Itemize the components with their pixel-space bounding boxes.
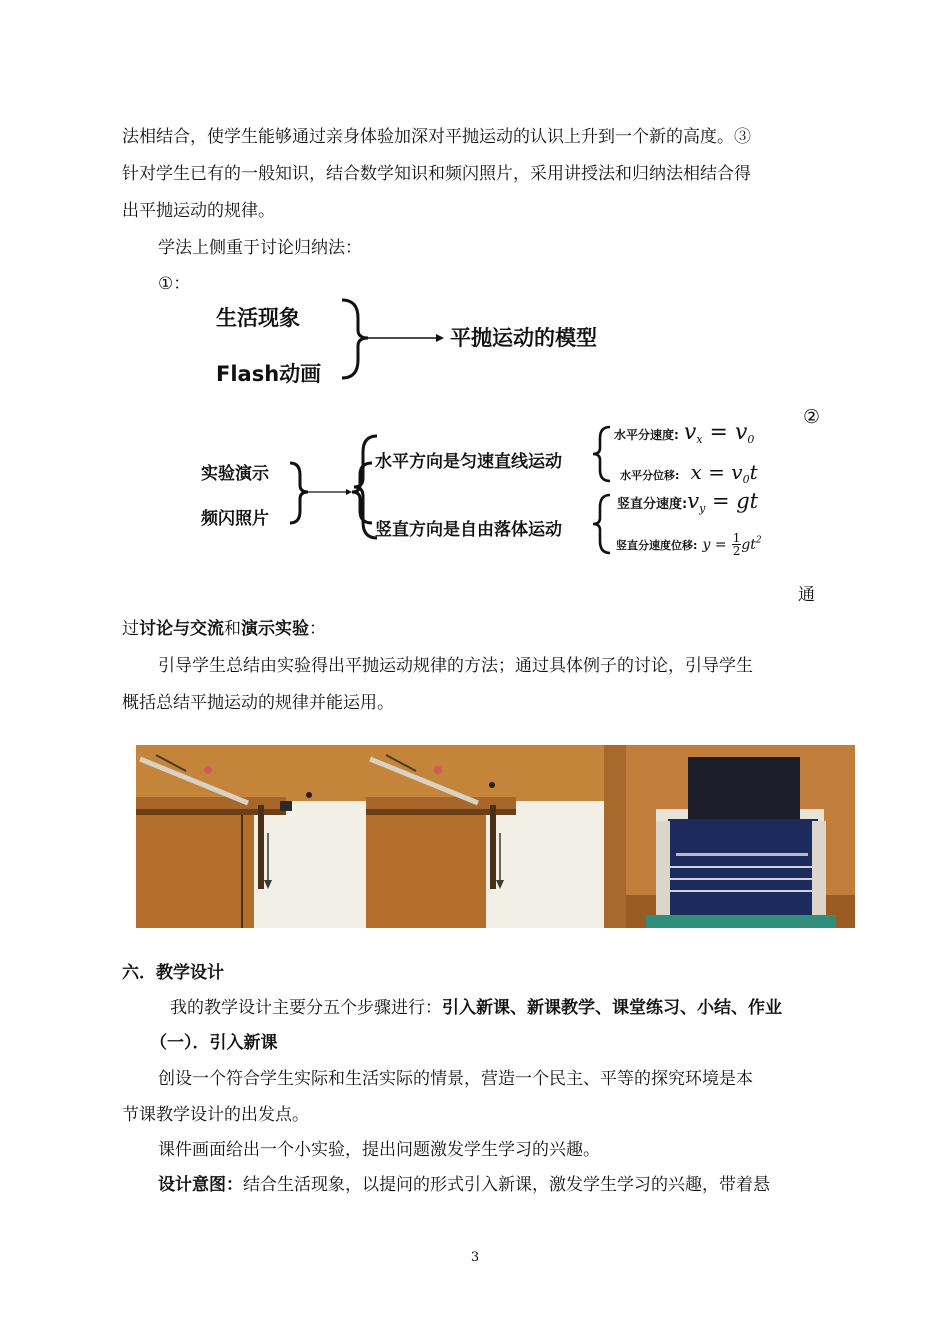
paragraph-line: 概括总结平抛运动的规律并能运用。 xyxy=(122,693,394,713)
bold-discussion: 讨论与交流 xyxy=(139,619,224,639)
diagram1-item-flash: Flash动画 xyxy=(216,362,322,386)
circle-two-label: ② xyxy=(803,406,821,428)
section-heading: 六．教学设计 xyxy=(122,963,224,983)
paragraph-line: 节课教学设计的出发点。 xyxy=(122,1105,309,1125)
formula-vertical-displacement xyxy=(616,532,762,557)
formula-label: 竖直分速度: xyxy=(617,497,688,512)
experiment-photo-3 xyxy=(626,745,855,928)
bold-demonstration: 演示实验 xyxy=(241,619,309,639)
diagram2-left-photo: 频闪照片 xyxy=(201,509,269,529)
design-intent-label: 设计意图： xyxy=(158,1175,243,1195)
formula-subscript: x xyxy=(696,433,703,447)
paragraph-line: 法相结合，使学生能够通过亲身体验加深对平抛运动的认识上升到一个新的高度。③ xyxy=(122,127,751,147)
text-fragment: 和 xyxy=(224,619,241,639)
formula-expression: x = v xyxy=(690,460,743,484)
paragraph-line: 创设一个符合学生实际和生活实际的情景，营造一个民主、平等的探究环境是本 xyxy=(158,1069,753,1089)
fraction-numerator: 1 xyxy=(732,531,741,545)
formula-label: 竖直分速度位移: xyxy=(616,539,698,552)
study-method-line: 学法上侧重于讨论归纳法： xyxy=(158,238,362,258)
formula-expression: = gt xyxy=(705,489,759,513)
formula-expression: gt xyxy=(741,537,756,553)
bold-steps: 引入新课、新课教学、课堂练习、小结、作业 xyxy=(442,998,782,1018)
formula-horizontal-velocity xyxy=(614,420,754,446)
diagram2-vertical-motion: 竖直方向是自由落体运动 xyxy=(375,520,562,540)
subsection-heading: （一）．引入新课 xyxy=(150,1033,278,1053)
section-intro xyxy=(170,996,782,1020)
paragraph-line: 引导学生总结由实验得出平抛运动规律的方法；通过具体例子的讨论，引导学生 xyxy=(158,656,753,676)
formula-vertical-velocity xyxy=(617,489,758,515)
formula-label: 水平分速度: xyxy=(614,428,679,442)
formula-horizontal-displacement xyxy=(620,460,758,486)
diagram2-left-experiment: 实验演示 xyxy=(201,464,269,484)
text-fragment: 结合生活现象，以提问的形式引入新课，激发学生学习的兴趣，带着悬 xyxy=(243,1175,770,1195)
formula-symbol: v xyxy=(683,420,697,445)
diagram1-brace-arrow xyxy=(336,296,446,382)
text-fragment: 过 xyxy=(122,619,139,639)
formula-symbol: t xyxy=(749,460,758,484)
formula-label: 水平分位移: xyxy=(620,469,680,482)
continuation-char: 通 xyxy=(798,585,815,605)
fraction-denominator: 2 xyxy=(732,544,741,558)
paragraph-line xyxy=(158,1173,770,1197)
experiment-photo-2 xyxy=(366,745,626,928)
diagram2-vertical-brace xyxy=(590,492,612,556)
formula-symbol: v xyxy=(687,489,700,513)
formula-subscript: y xyxy=(699,502,706,516)
diagram1-item-life: 生活现象 xyxy=(216,306,300,330)
circle-one-label: ①： xyxy=(158,274,191,294)
page-number: 3 xyxy=(470,1250,480,1265)
formula-subscript: 0 xyxy=(747,433,755,447)
formula-superscript: 2 xyxy=(755,535,762,546)
text-fragment: ： xyxy=(309,619,326,639)
paragraph-line: 出平抛运动的规律。 xyxy=(122,201,275,221)
diagram2-horizontal-brace xyxy=(590,424,612,484)
formula-expression: y = xyxy=(702,537,727,553)
diagram2-horizontal-motion: 水平方向是匀速直线运动 xyxy=(375,452,562,472)
formula-subscript: 0 xyxy=(742,473,750,487)
paragraph-line: 课件画面给出一个小实验，提出问题激发学生学习的兴趣。 xyxy=(158,1140,600,1160)
paragraph-line xyxy=(122,617,326,641)
formula-expression: = v xyxy=(702,420,748,445)
text-fragment: 我的教学设计主要分五个步骤进行： xyxy=(170,998,442,1018)
formula-fraction xyxy=(732,532,742,557)
paragraph-line: 针对学生已有的一般知识，结合数学知识和频闪照片，采用讲授法和归纳法相结合得 xyxy=(122,164,751,184)
experiment-photo-1 xyxy=(136,745,366,928)
diagram1-result: 平抛运动的模型 xyxy=(450,326,597,350)
